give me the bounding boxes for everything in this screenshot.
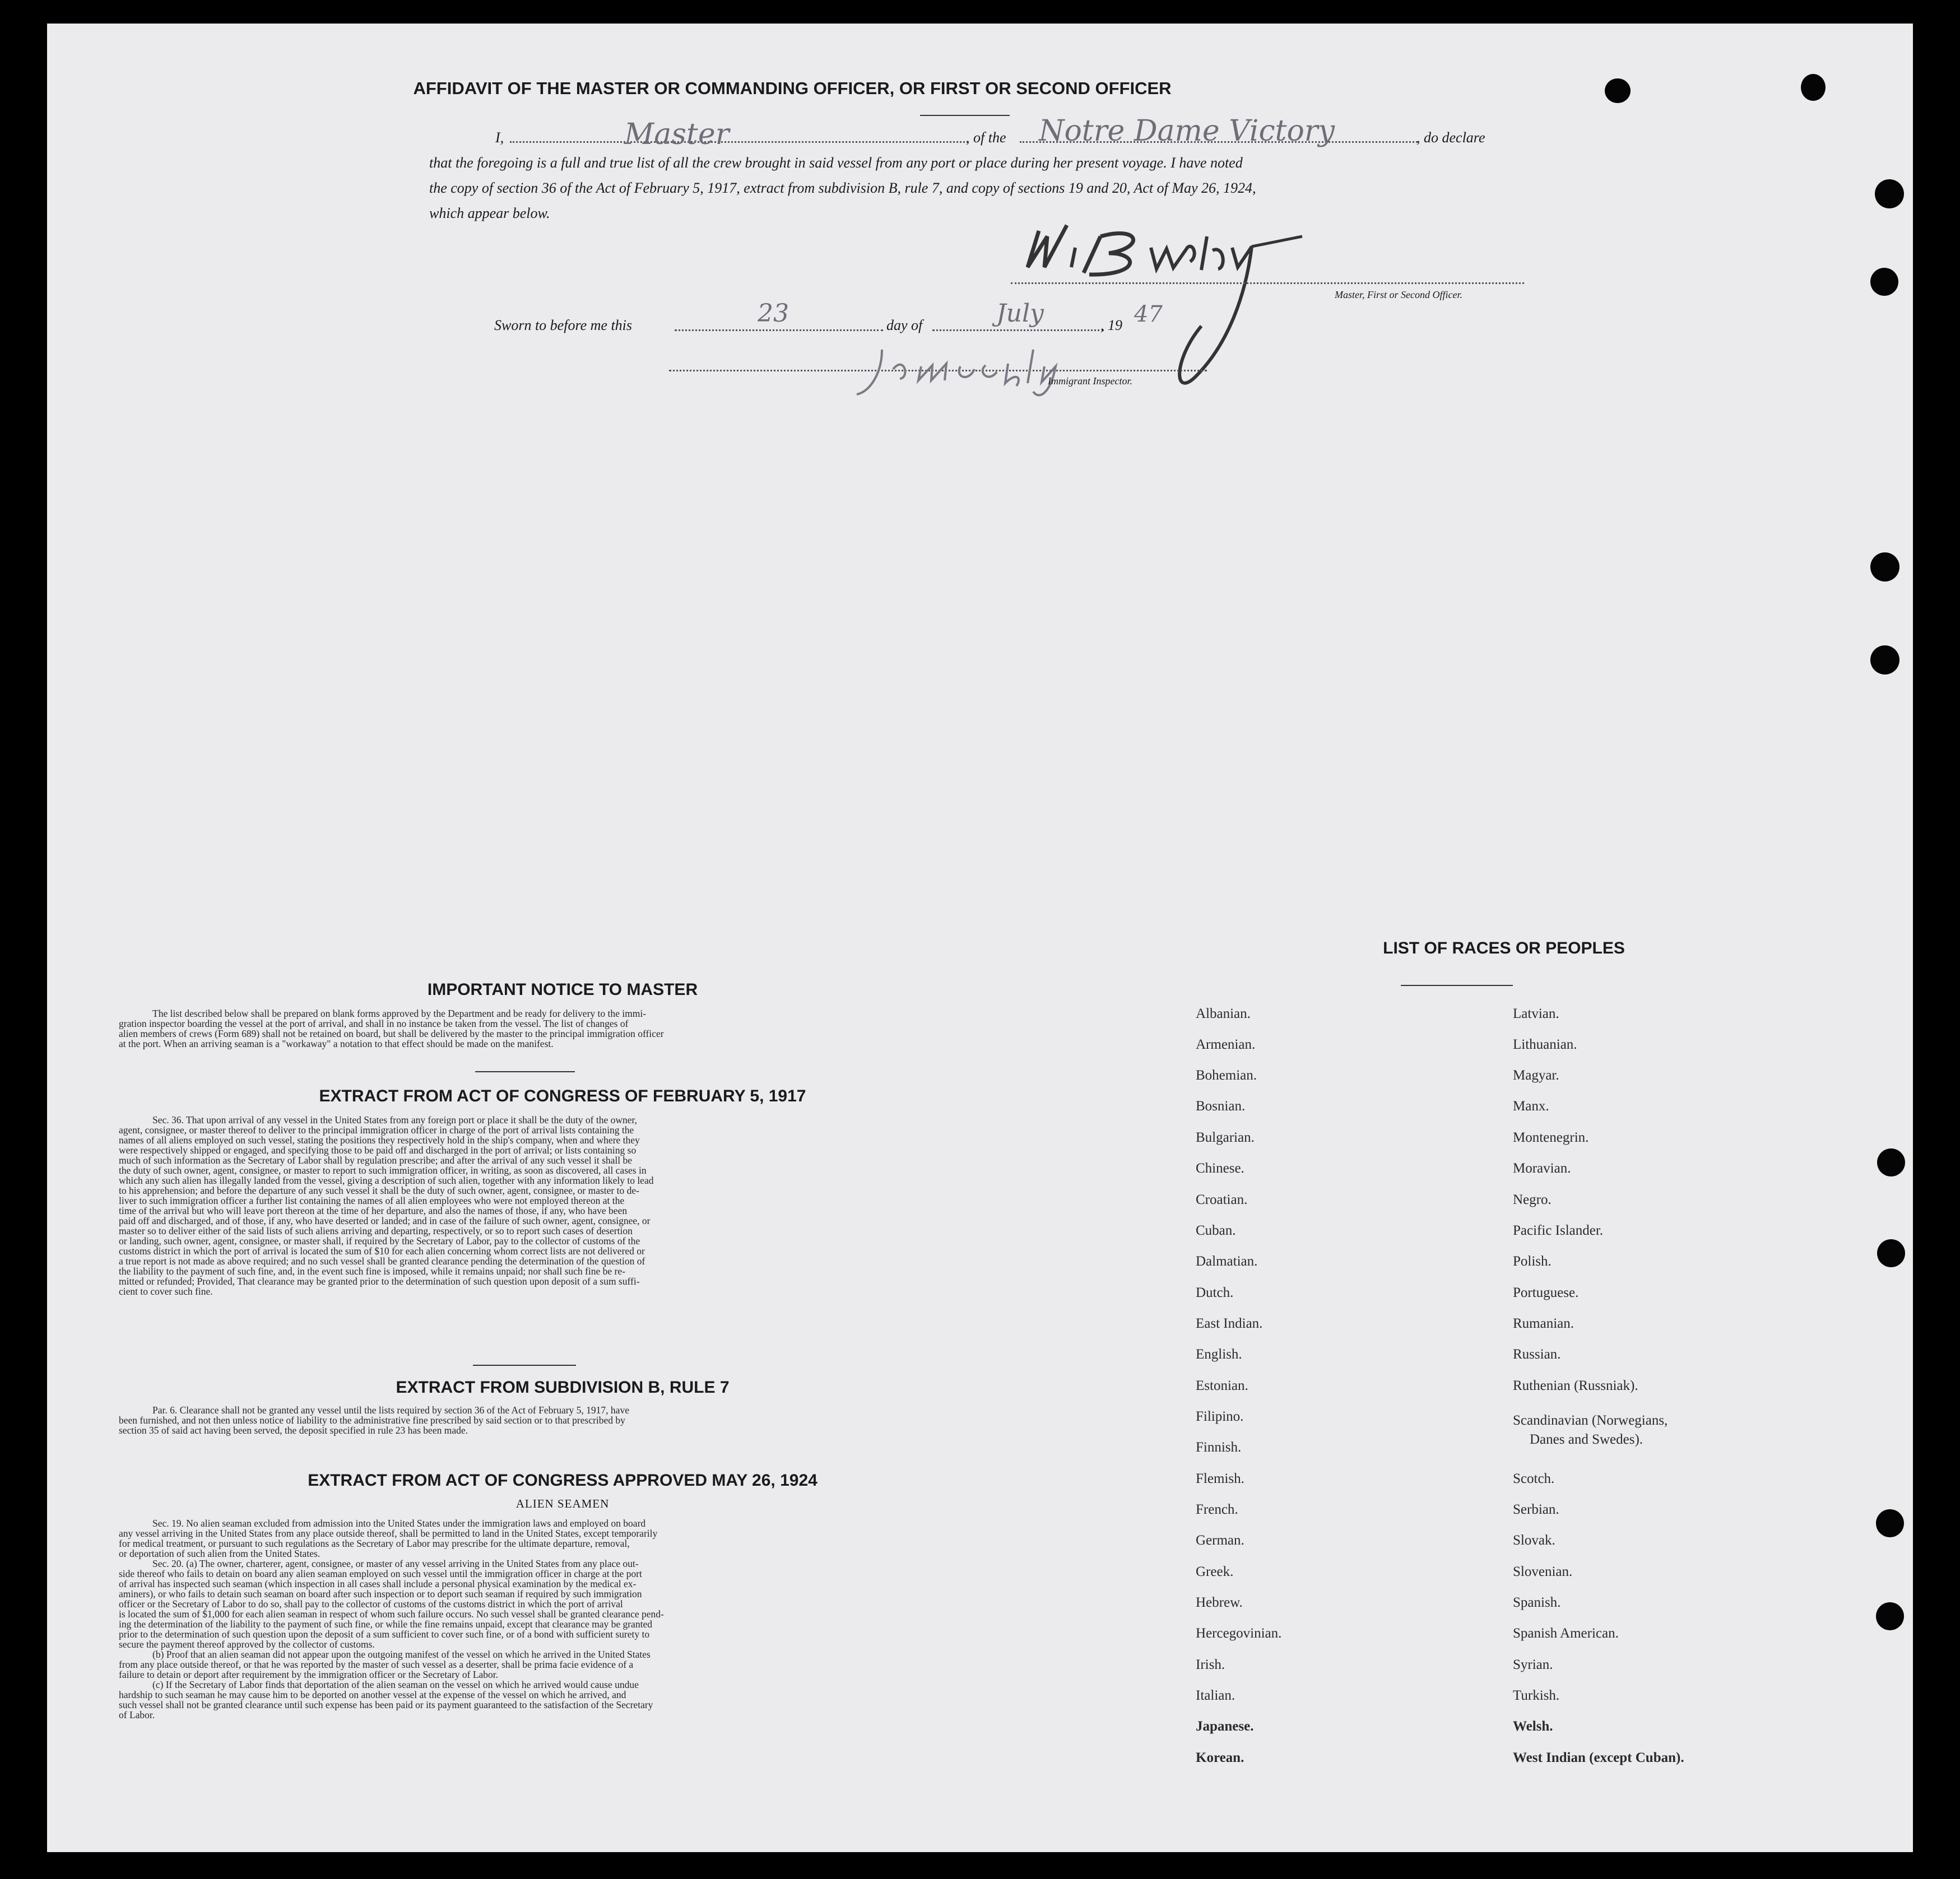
- inspector-caption: Immigrant Inspector.: [1048, 375, 1132, 387]
- extract-1924-line: aminers), or who fails to detain such seaman on board after such inspection or to deport such seaman if required by such immigration: [119, 1588, 642, 1599]
- binder-hole: [1876, 1602, 1904, 1630]
- extract-1924-line: (b) Proof that an alien seaman did not appear upon the outgoing manifest of the vessel on which he arrived in the United States: [152, 1649, 651, 1660]
- extract-1917-line: paid off and discharged, and of those, if any, who have deserted or landed; and in case of the failure of such owner, agent, consignee, or: [119, 1215, 651, 1226]
- document-page: [47, 24, 1913, 1852]
- extract-1924-line: such vessel shall not be granted clearance until such expense has been paid or its payment guaranteed to the satisfaction of the Secretary: [119, 1699, 653, 1710]
- extract-1917-line: which any such alien has illegally landed from the vessel, giving a description of such alien, together with any information likely to lead: [119, 1175, 654, 1186]
- race-left: Korean.: [1196, 1750, 1244, 1765]
- race-left: Estonian.: [1196, 1378, 1248, 1393]
- extract-1924-line: ing the determination of the liability to the payment of such fine, or while the fine remains unpaid, except that clearance may be granted: [119, 1618, 652, 1630]
- race-left: Finnish.: [1196, 1440, 1242, 1455]
- extract-1924-title: EXTRACT FROM ACT OF CONGRESS APPROVED MAY 26, 1924: [308, 1471, 818, 1490]
- race-left: Japanese.: [1196, 1719, 1254, 1734]
- handwritten-day: 23: [758, 299, 789, 328]
- extract-1924-line: hardship to such seaman he may cause him to be deported on another vessel at the expense of the vessel on which he arrived, and: [119, 1689, 626, 1700]
- extract-1917-line: liver to such immigration officer a further list containing the names of all alien employees who were not employed thereon at the: [119, 1195, 625, 1206]
- extract-1924-line: secure the payment thereof approved by the collector of customs.: [119, 1639, 375, 1650]
- inspector-signature: [848, 338, 1140, 400]
- extract-1917-line: customs district in which the port of arrival is located the sum of $10 for each alien concerning whom correct lists are not delivered or: [119, 1245, 645, 1257]
- rule7-line: been furnished, and not then unless notice of liability to the administrative fine prescribed by said section or to that prescribed by: [119, 1415, 625, 1426]
- year-prefix: , 19: [1100, 317, 1122, 333]
- race-left: Hercegovinian.: [1196, 1626, 1282, 1641]
- extract-1924-line: from any place outside thereof, or that he was reported by the master of such vessel as a deserter, shall be prima facie evidence of a: [119, 1659, 634, 1670]
- race-right: West Indian (except Cuban).: [1513, 1750, 1684, 1765]
- race-right: Polish.: [1513, 1254, 1552, 1269]
- extract-1924-body: [119, 1518, 1000, 1720]
- race-left: Hebrew.: [1196, 1595, 1243, 1610]
- extract-1924-line: is located the sum of $1,000 for each alien seaman in respect of whom such failure occurs. No such vessel shall be granted clearance pend-: [119, 1608, 664, 1620]
- race-right: Spanish.: [1513, 1595, 1561, 1610]
- affidavit-body-line4: which appear below.: [429, 205, 550, 221]
- signature-caption: Master, First or Second Officer.: [1335, 289, 1462, 300]
- extract-1917-body: [119, 1115, 1000, 1296]
- race-right: Russian.: [1513, 1347, 1561, 1362]
- race-right: Manx.: [1513, 1099, 1549, 1114]
- extract-1924-line: of Labor.: [119, 1709, 155, 1720]
- notice-title: IMPORTANT NOTICE TO MASTER: [427, 980, 698, 999]
- sworn-prefix: Sworn to before me this: [494, 317, 633, 333]
- race-right: Scandinavian (Norwegians,: [1513, 1413, 1668, 1428]
- extract-1924-line: (c) If the Secretary of Labor finds that deportation of the alien seaman on the vessel on which he arrived would cause undue: [152, 1679, 639, 1690]
- extract-1924-subtitle: ALIEN SEAMEN: [515, 1497, 610, 1510]
- binder-hole: [1877, 1148, 1905, 1176]
- race-left: East Indian.: [1196, 1316, 1263, 1331]
- extract-1917-line: cient to cover such fine.: [119, 1286, 213, 1297]
- extract-1917-line: much of such information as the Secretary of Labor shall by regulation prescribe; and after the arrival of any such vessel it shall be: [119, 1155, 633, 1166]
- race-right: Ruthenian (Russniak).: [1513, 1378, 1638, 1393]
- rule7-body: [119, 1405, 1000, 1435]
- extract-1924-line: any vessel arriving in the United States from any place outside thereof, shall be permitted to land in the United States, except temporarily: [119, 1528, 658, 1539]
- race-right: Slovenian.: [1513, 1564, 1573, 1579]
- race-right: Moravian.: [1513, 1161, 1571, 1176]
- section-divider: [475, 1071, 575, 1072]
- races-divider: [1401, 985, 1513, 986]
- extract-1924-line: side thereof who fails to detain on board any alien seaman employed on such vessel until the immigration officer in charge at the port: [119, 1568, 642, 1579]
- race-left: Albanian.: [1196, 1006, 1251, 1021]
- race-right: Magyar.: [1513, 1068, 1559, 1083]
- handwritten-month: July: [996, 299, 1044, 328]
- race-left: Filipino.: [1196, 1409, 1244, 1424]
- extract-1924-line: Sec. 20. (a) The owner, charterer, agent, consignee, or master of any vessel arriving in the United States from any place out-: [152, 1558, 639, 1569]
- binder-hole: [1876, 1509, 1904, 1537]
- extract-1917-line: agent, consignee, or master thereof to deliver to the principal immigration officer in charge of the port of arrival lists containing the: [119, 1124, 634, 1136]
- race-right: Rumanian.: [1513, 1316, 1574, 1331]
- race-left: Cuban.: [1196, 1223, 1236, 1238]
- signature-line: [1011, 282, 1524, 284]
- binder-hole: [1801, 74, 1826, 101]
- binder-hole: [1870, 268, 1898, 296]
- dotted-leader: [510, 141, 968, 143]
- race-left: English.: [1196, 1347, 1242, 1362]
- extract-1917-line: names of all aliens employed on such vessel, stating the positions they respectively hold in the ship's company, when and where they: [119, 1134, 640, 1146]
- race-right: Pacific Islander.: [1513, 1223, 1604, 1238]
- extract-1917-title: EXTRACT FROM ACT OF CONGRESS OF FEBRUARY 5, 1917: [319, 1087, 806, 1105]
- race-right: Latvian.: [1513, 1006, 1559, 1021]
- extract-1917-line: a true report is not made as above required; and no such vessel shall be granted clearance pending the determination of the question of: [119, 1255, 645, 1267]
- extract-1924-line: for medical treatment, or pursuant to such regulations as the Secretary of Labor may prescribe for the ultimate departure, removal,: [119, 1538, 630, 1549]
- race-left: Bosnian.: [1196, 1099, 1246, 1114]
- extract-1924-line: or deportation of such alien from the United States.: [119, 1548, 321, 1559]
- notice-line: gration inspector boarding the vessel at the port of arrival, and shall in no instance be taken from the vessel. The list of changes of: [119, 1018, 629, 1029]
- rule7-line: section 35 of said act having been served, the deposit specified in rule 23 has been made.: [119, 1425, 468, 1436]
- race-left: Bohemian.: [1196, 1068, 1257, 1083]
- extract-1917-line: mitted or refunded; Provided, That clearance may be granted prior to the determination of such question upon deposit of a sum suffi-: [119, 1276, 640, 1287]
- binder-hole: [1877, 1239, 1905, 1267]
- extract-1917-line: or landing, such owner, agent, consignee, or master shall, if required by the Secretary of Labor, pay to the collector of customs of the: [119, 1235, 640, 1247]
- race-left: Dalmatian.: [1196, 1254, 1258, 1269]
- day-of: day of: [886, 317, 923, 333]
- notice-line: alien members of crews (Form 689) shall not be retained on board, but shall be delivered by the master to the principal immigration officer: [119, 1028, 664, 1039]
- races-title: LIST OF RACES OR PEOPLES: [1383, 939, 1625, 957]
- race-right: Portuguese.: [1513, 1285, 1579, 1300]
- race-left: Dutch.: [1196, 1285, 1234, 1300]
- race-left: Chinese.: [1196, 1161, 1244, 1176]
- notice-line: at the port. When an arriving seaman is a "workaway" a notation to that effect should be made on the manifest.: [119, 1038, 554, 1049]
- handwritten-vessel: Notre Dame Victory: [1039, 114, 1335, 148]
- binder-hole: [1870, 645, 1899, 675]
- race-right: Slovak.: [1513, 1533, 1555, 1548]
- binder-hole: [1605, 78, 1631, 103]
- extract-1917-line: Sec. 36. That upon arrival of any vessel in the United States from any foreign port or place it shall be the duty of the owner,: [152, 1114, 637, 1125]
- race-left: Irish.: [1196, 1657, 1225, 1672]
- extract-1917-line: were respectively shipped or engaged, and specifying those to be paid off and discharged in the port of arrival; or lists containing so: [119, 1145, 637, 1156]
- race-right: Lithuanian.: [1513, 1037, 1577, 1052]
- notice-body: [119, 1008, 1000, 1049]
- rule7-line: Par. 6. Clearance shall not be granted any vessel until the lists required by section 36 of the Act of February 5, 1917, have: [152, 1404, 629, 1416]
- race-right: Welsh.: [1513, 1719, 1553, 1734]
- race-right: Turkish.: [1513, 1688, 1560, 1703]
- race-left: Armenian.: [1196, 1037, 1256, 1052]
- race-left: Croatian.: [1196, 1192, 1248, 1207]
- extract-1917-line: the duty of such owner, agent, consignee, or master to report to such immigration officer, in writing, as soon as discovered, all cases in: [119, 1165, 647, 1176]
- race-right: Spanish American.: [1513, 1626, 1619, 1641]
- race-right: Danes and Swedes).: [1530, 1432, 1643, 1447]
- handwritten-year: 47: [1134, 301, 1163, 327]
- race-right: Syrian.: [1513, 1657, 1553, 1672]
- extract-1924-line: Sec. 19. No alien seaman excluded from admission into the United States under the immigration laws and employed on board: [152, 1518, 646, 1529]
- affidavit-of-the: , of the: [966, 129, 1006, 146]
- affidavit-declare: , do declare: [1416, 129, 1485, 146]
- race-left: French.: [1196, 1502, 1238, 1517]
- affidavit-line1-i: I,: [495, 129, 504, 146]
- title-divider: [920, 115, 1010, 116]
- extract-1917-line: the liability to the payment of such fine, and, in the event such fine is imposed, while it remains unpaid; nor shall such fine be re-: [119, 1266, 625, 1277]
- extract-1924-line: officer or the Secretary of Labor to do so, shall pay to the collector of customs of the customs district in which the port of arrival: [119, 1598, 623, 1610]
- race-right: Montenegrin.: [1513, 1130, 1589, 1145]
- rule7-title: EXTRACT FROM SUBDIVISION B, RULE 7: [396, 1378, 730, 1397]
- handwritten-rank: Master: [624, 118, 730, 151]
- race-left: Greek.: [1196, 1564, 1234, 1579]
- extract-1917-line: time of the arrival but who will leave port thereon at the time of her departure, and also the names of those, if any, who have been: [119, 1205, 628, 1216]
- extract-1924-line: of arrival has inspected such seaman (which inspection in all cases shall include a personal physical examination by the medical ex-: [119, 1578, 637, 1589]
- dotted-leader: [932, 329, 1104, 331]
- race-right: Negro.: [1513, 1192, 1552, 1207]
- race-left: German.: [1196, 1533, 1244, 1548]
- race-left: Italian.: [1196, 1688, 1236, 1703]
- extract-1917-line: master so to deliver either of the said lists of such aliens arriving and departing, respectively, or so to report such cases of desertion: [119, 1225, 633, 1236]
- affidavit-body-line3: the copy of section 36 of the Act of February 5, 1917, extract from subdivision B, rule 7, and copy of sections 19 and 20, Act of May 26, 1924,: [429, 180, 1256, 196]
- affidavit-body-line2: that the foregoing is a full and true list of all the crew brought in said vessel from any port or place during her present voyage. I have noted: [429, 155, 1243, 171]
- section-divider: [473, 1365, 576, 1366]
- binder-hole: [1870, 552, 1899, 582]
- dotted-leader: [675, 329, 883, 331]
- notice-line: The list described below shall be prepared on blank forms approved by the Department and be ready for delivery to the immi-: [152, 1008, 647, 1019]
- race-left: Bulgarian.: [1196, 1130, 1255, 1145]
- binder-hole: [1875, 179, 1904, 208]
- race-left: Flemish.: [1196, 1471, 1244, 1486]
- extract-1917-line: to his apprehension; and before the departure of any such vessel it shall be the duty of such owner, agent, consignee, or master to de-: [119, 1185, 639, 1196]
- affidavit-title: AFFIDAVIT OF THE MASTER OR COMMANDING OFFICER, OR FIRST OR SECOND OFFICER: [413, 78, 1172, 98]
- race-right: Scotch.: [1513, 1471, 1555, 1486]
- extract-1924-line: prior to the determination of such question upon the deposit of a sum sufficient to cover such fine, or of a bond with sufficient surety to: [119, 1629, 650, 1640]
- race-right: Serbian.: [1513, 1502, 1559, 1517]
- extract-1924-line: failure to detain or deport after requirement by the immigration officer or the Secretary of Labor.: [119, 1669, 499, 1680]
